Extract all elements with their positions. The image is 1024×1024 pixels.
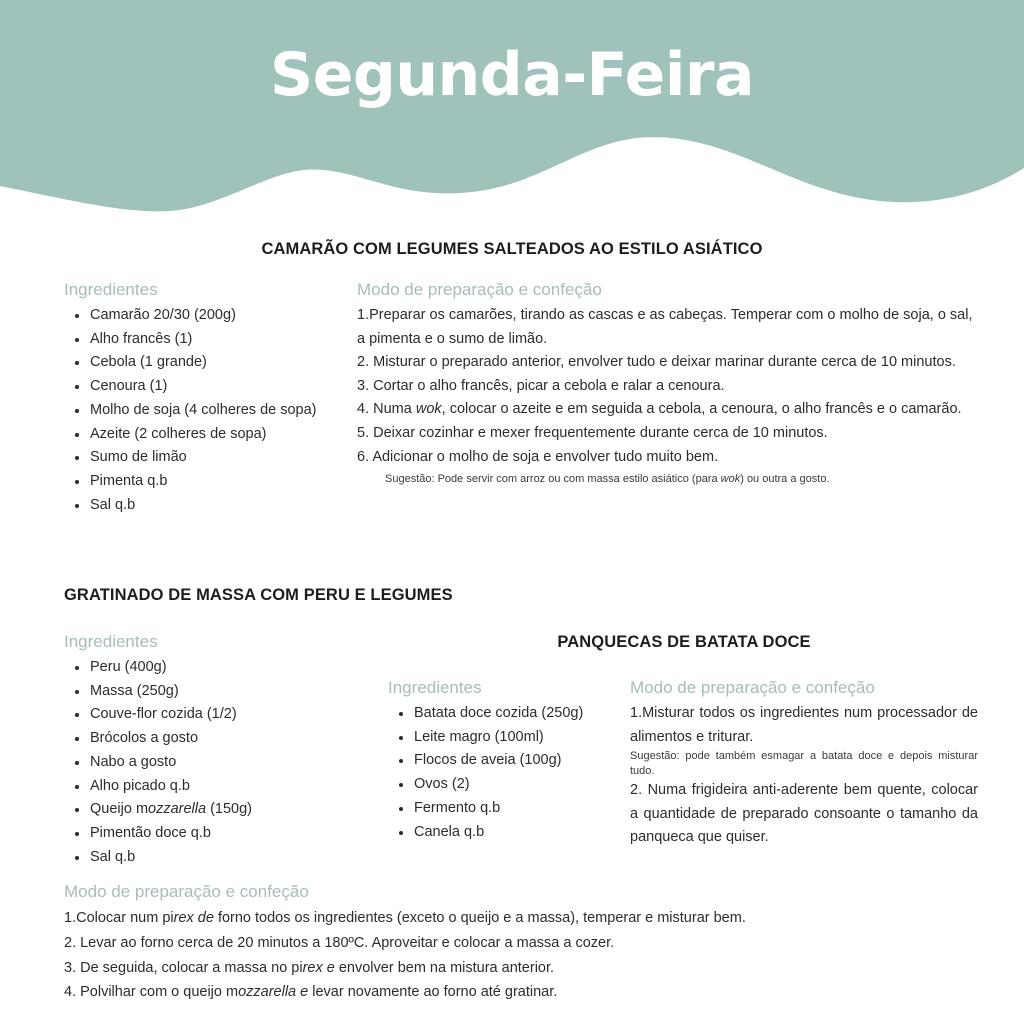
- list-item: Brócolos a gosto: [64, 727, 484, 751]
- ingredients-list: [388, 702, 628, 844]
- recipe-title: CAMARÃO COM LEGUMES SALTEADOS AO ESTILO ASIÁTICO: [261, 240, 763, 258]
- list-item: Nabo a gosto: [64, 751, 484, 775]
- preparation-step: 2. Levar ao forno cerca de 20 minutos a 180ºC. Aproveitar e colocar a massa a cozer.: [64, 934, 615, 951]
- preparation-heading: Modo de preparação e confeção: [64, 882, 309, 901]
- preparation-heading: Modo de preparação e confeção: [630, 678, 875, 697]
- list-item: Queijo mozzarella (150g): [64, 798, 484, 822]
- list-item: Pimentão doce q.b: [64, 822, 484, 846]
- ingredients-column: [388, 678, 628, 844]
- list-item: Fermento q.b: [388, 797, 628, 821]
- list-item: Peru (400g): [64, 656, 484, 680]
- preparation-step: 5. Deixar cozinhar e mexer frequentemente durante cerca de 10 minutos.: [357, 424, 828, 441]
- list-item: Massa (250g): [64, 680, 484, 704]
- preparation-step: 6. Adicionar o molho de soja e envolver tudo muito bem.: [357, 448, 719, 465]
- list-item: Alho picado q.b: [64, 775, 484, 799]
- preparation-step: 1.Preparar os camarões, tirando as cascas e as cabeças. Temperar com o molho de soja, o sal, a pimenta e o sumo de limão.: [357, 307, 973, 347]
- preparation-step: 3. De seguida, colocar a massa no pirex e envolver bem na mistura anterior.: [64, 959, 555, 976]
- list-item: Flocos de aveia (100g): [388, 749, 628, 773]
- preparation-step: 2. Misturar o preparado anterior, envolver tudo e deixar marinar durante cerca de 10 minutos.: [357, 354, 956, 371]
- list-item: Cebola (1 grande): [64, 351, 354, 375]
- list-item: Sumo de limão: [64, 446, 354, 470]
- preparation-step: 4. Numa wok, colocar o azeite e em seguida a cebola, a cenoura, o alho francês e o camarão.: [357, 401, 962, 418]
- preparation-note: Sugestão: Pode servir com arroz ou com massa estilo asiático (para wok) ou outra a gosto.: [385, 473, 830, 486]
- ingredients-list: [64, 304, 354, 517]
- recipe-section-camarao: [0, 240, 1024, 513]
- preparation-step: 1.Misturar todos os ingredientes num processador de alimentos e triturar.: [630, 705, 978, 745]
- list-item: Molho de soja (4 colheres de sopa): [64, 399, 354, 423]
- list-item: Camarão 20/30 (200g): [64, 304, 354, 328]
- ingredients-heading: Ingredientes: [64, 632, 158, 651]
- list-item: Azeite (2 colheres de sopa): [64, 423, 354, 447]
- recipe-title: PANQUECAS DE BATATA DOCE: [557, 633, 811, 651]
- list-item: Canela q.b: [388, 821, 628, 845]
- gratinado-preparation-block: [64, 882, 964, 1005]
- list-item: Sal q.b: [64, 494, 354, 518]
- preparation-step: 3. Cortar o alho francês, picar a cebola e ralar a cenoura.: [357, 377, 725, 394]
- page-title: Segunda-Feira: [269, 40, 755, 110]
- preparation-column: [357, 280, 973, 487]
- list-item: Ovos (2): [388, 773, 628, 797]
- preparation-note: Sugestão: pode também esmagar a batata doce e depois misturar tudo.: [630, 750, 978, 778]
- list-item: Sal q.b: [64, 846, 484, 870]
- list-item: Alho francês (1): [64, 328, 354, 352]
- ingredients-heading: Ingredientes: [388, 678, 482, 697]
- recipe-title: GRATINADO DE MASSA COM PERU E LEGUMES: [64, 586, 453, 604]
- page-header: [0, 0, 1024, 215]
- preparation-step: 2. Numa frigideira anti-aderente bem quente, colocar a quantidade de preparado consoante o tamanho da panqueca que quiser.: [630, 782, 978, 846]
- list-item: Leite magro (100ml): [388, 726, 628, 750]
- list-item: Couve-flor cozida (1/2): [64, 703, 484, 727]
- ingredients-heading: Ingredientes: [64, 280, 158, 299]
- ingredients-column: [64, 280, 354, 517]
- preparation-step: 1.Colocar num pirex de forno todos os ingredientes (exceto o queijo e a massa), temperar e misturar bem.: [64, 910, 746, 926]
- preparation-column: [630, 678, 978, 850]
- list-item: Batata doce cozida (250g): [388, 702, 628, 726]
- preparation-step: 4. Polvilhar com o queijo mozzarella e levar novamente ao forno até gratinar.: [64, 984, 558, 1001]
- preparation-heading: Modo de preparação e confeção: [357, 280, 602, 299]
- list-item: Cenoura (1): [64, 375, 354, 399]
- recipe-section-panquecas: [388, 633, 980, 846]
- list-item: Pimenta q.b: [64, 470, 354, 494]
